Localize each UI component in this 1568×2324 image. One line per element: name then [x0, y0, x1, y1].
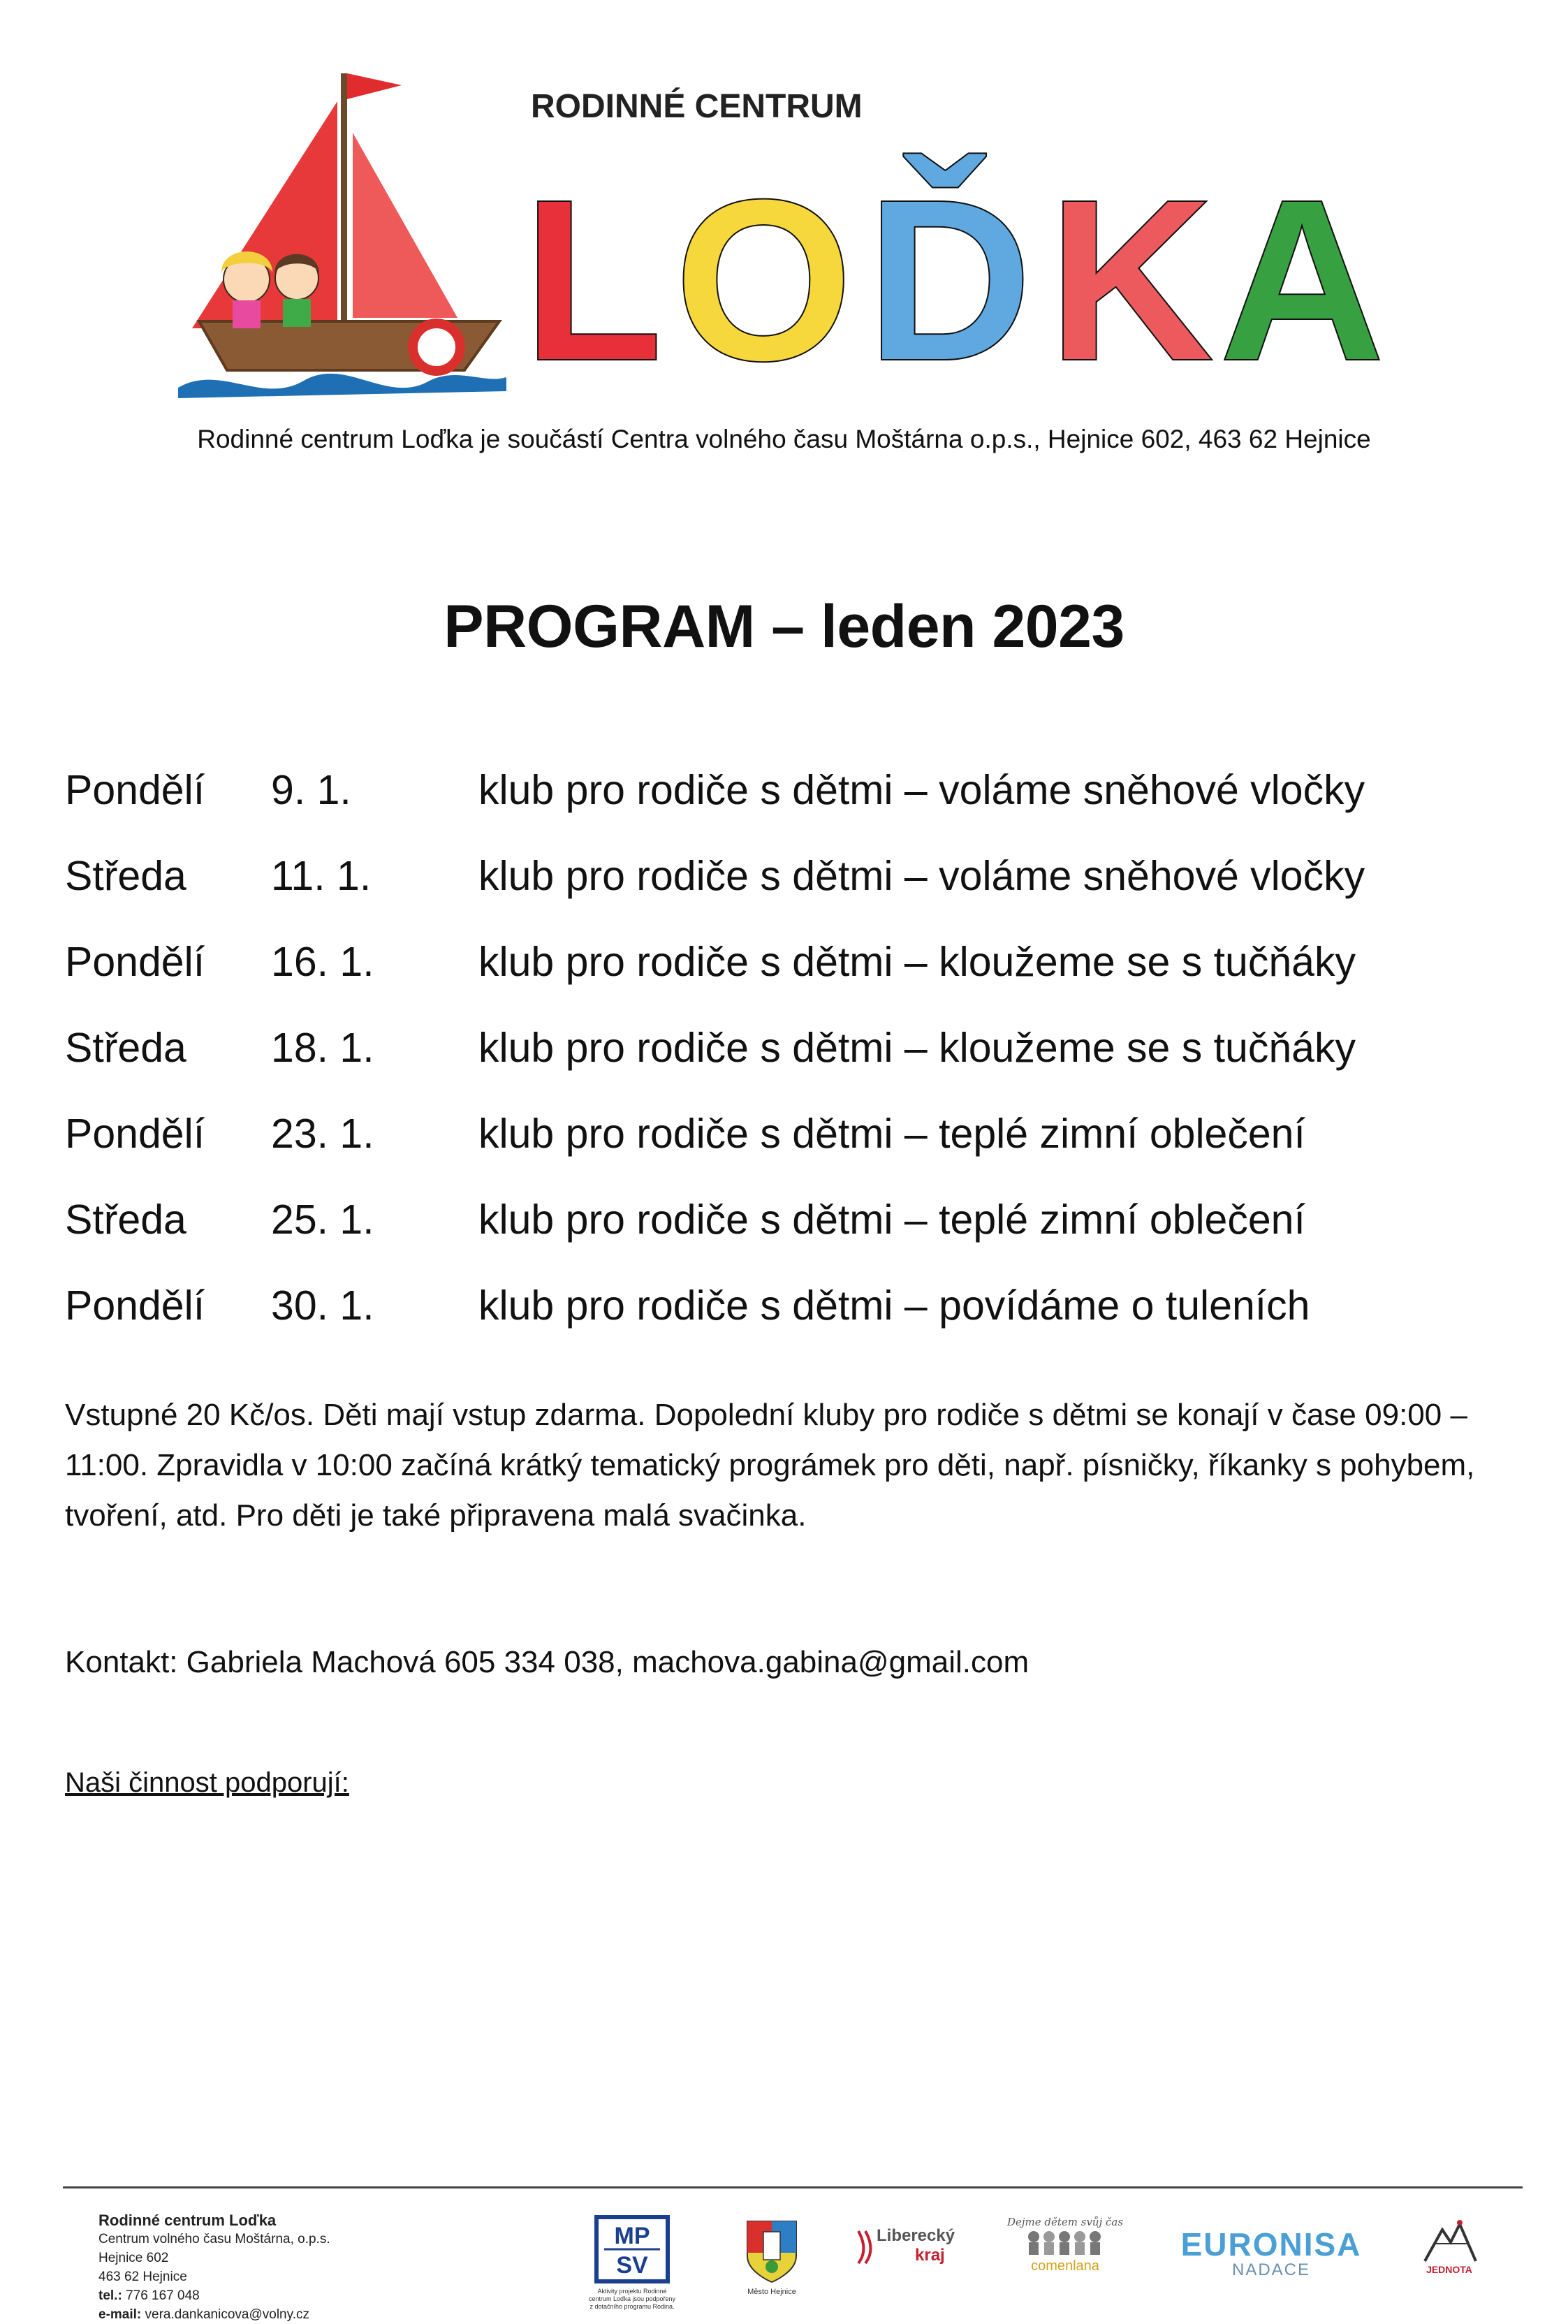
footer-divider — [63, 2186, 1523, 2188]
program-date: 25. 1. — [271, 1197, 374, 1243]
program-day: Středa — [65, 1025, 186, 1071]
sponsor-mpsv-logo — [588, 2214, 676, 2311]
coat-of-arms-icon — [744, 2218, 800, 2284]
footer-tel — [98, 2286, 330, 2305]
euronisa-name: EURONISA — [1180, 2226, 1362, 2263]
footer-city: 463 62 Hejnice — [98, 2270, 187, 2284]
logo-letter-d: Ď — [866, 151, 1033, 405]
svg-text:Liberecký: Liberecký — [877, 2226, 955, 2245]
program-list — [65, 747, 1504, 1349]
jednota-mountain-icon — [1421, 2216, 1477, 2265]
support-label: Naši činnost podporují: — [65, 1767, 349, 1798]
comenlana-tagline: Dejme dětem svůj čas — [1006, 2216, 1124, 2228]
footer-email — [98, 2305, 330, 2324]
program-row — [65, 919, 1504, 1005]
sponsor-comenlana-logo — [1006, 2216, 1124, 2274]
footer-email-value: vera.dankanicova@volny.cz — [145, 2307, 309, 2322]
header-subtitle: Rodinné centrum Loďka je součástí Centra volného času Moštárna o.p.s., Hejnice 602, 463 62 Hejnice — [197, 425, 1371, 453]
program-row — [65, 1091, 1504, 1177]
svg-text:SV: SV — [616, 2252, 648, 2279]
program-day: Pondělí — [65, 767, 205, 813]
mpsv-icon — [594, 2214, 671, 2284]
program-day: Středa — [65, 1197, 186, 1243]
program-row — [65, 1177, 1504, 1263]
comenlana-name: comenlana — [1031, 2258, 1099, 2274]
footer-org: Centrum volného času Moštárna, o.p.s. — [98, 2232, 330, 2246]
program-row — [65, 833, 1504, 919]
logo-letter-a: A — [1219, 151, 1386, 405]
jednota-name: JEDNOTA — [1426, 2264, 1472, 2275]
program-date: 30. 1. — [271, 1282, 374, 1329]
program-date: 11. 1. — [271, 853, 372, 899]
program-day: Středa — [65, 853, 186, 899]
logo-wordmark — [522, 151, 1385, 405]
program-day: Pondělí — [65, 1282, 205, 1329]
program-date: 16. 1. — [271, 939, 374, 985]
info-line: tvoření, atd. Pro děti je také připravena malá svačinka. — [65, 1498, 807, 1533]
program-desc: klub pro rodiče s dětmi – teplé zimní oblečení — [478, 1197, 1305, 1243]
info-line: Vstupné 20 Kč/os. Děti mají vstup zdarma. Dopolední kluby pro rodiče s dětmi se konají v čase 09:00 – — [65, 1398, 1467, 1432]
liberecky-kraj-icon — [856, 2223, 967, 2265]
sailboat-icon — [178, 73, 506, 398]
sponsor-hejnice-logo — [737, 2218, 807, 2296]
sponsor-jednota-logo — [1418, 2216, 1481, 2275]
program-desc: klub pro rodiče s dětmi – povídáme o tuleních — [478, 1282, 1310, 1329]
logo-top-text: RODINNÉ CENTRUM — [531, 88, 863, 125]
footer-email-label: e-mail: — [98, 2307, 142, 2322]
mpsv-caption: Aktivity projektu Rodinné centrum Loďka jsou podpořeny z dotačního programu Rodina. — [588, 2288, 676, 2310]
footer-address — [98, 2211, 330, 2324]
page-title: PROGRAM – leden 2023 — [444, 593, 1124, 660]
program-desc: klub pro rodiče s dětmi – kloužeme se s tučňáky — [478, 939, 1356, 985]
footer-name: Rodinné centrum Loďka — [98, 2212, 277, 2229]
logo-letter-o: O — [674, 151, 853, 405]
contact-line: Kontakt: Gabriela Machová 605 334 038, machova.gabina@gmail.com — [65, 1645, 1030, 1679]
lodka-logo — [178, 42, 1421, 405]
svg-text:MP: MP — [614, 2223, 650, 2249]
program-date: 23. 1. — [271, 1111, 374, 1157]
footer-tel-label: tel.: — [98, 2288, 122, 2303]
footer-tel-value: 776 167 048 — [126, 2288, 200, 2303]
program-row — [65, 1263, 1504, 1349]
program-day: Pondělí — [65, 939, 205, 985]
info-line: 11:00. Zpravidla v 10:00 začíná krátký tematický prográmek pro děti, např. písničky, říkanky s pohybem, — [65, 1448, 1475, 1482]
hejnice-caption: Město Hejnice — [747, 2288, 796, 2296]
program-desc: klub pro rodiče s dětmi – kloužeme se s tučňáky — [478, 1025, 1356, 1071]
sponsor-euronisa-logo — [1173, 2228, 1369, 2280]
sponsor-liberecky-kraj-logo — [856, 2223, 967, 2268]
program-row — [65, 1005, 1504, 1091]
logo-letter-l: L — [522, 151, 664, 405]
program-desc: klub pro rodiče s dětmi – teplé zimní oblečení — [478, 1111, 1305, 1157]
logo-letter-k: K — [1048, 151, 1215, 405]
svg-text:kraj: kraj — [915, 2246, 945, 2265]
program-desc: klub pro rodiče s dětmi – voláme sněhové vločky — [478, 853, 1365, 899]
program-day: Pondělí — [65, 1111, 205, 1157]
program-date: 18. 1. — [271, 1025, 374, 1071]
program-date: 9. 1. — [271, 767, 351, 813]
program-row — [65, 747, 1504, 833]
euronisa-sub: NADACE — [1231, 2260, 1311, 2279]
program-desc: klub pro rodiče s dětmi – voláme sněhové vločky — [478, 767, 1365, 813]
children-group-icon — [1023, 2228, 1107, 2256]
footer-street: Hejnice 602 — [98, 2251, 169, 2265]
info-paragraph — [65, 1390, 1532, 1541]
